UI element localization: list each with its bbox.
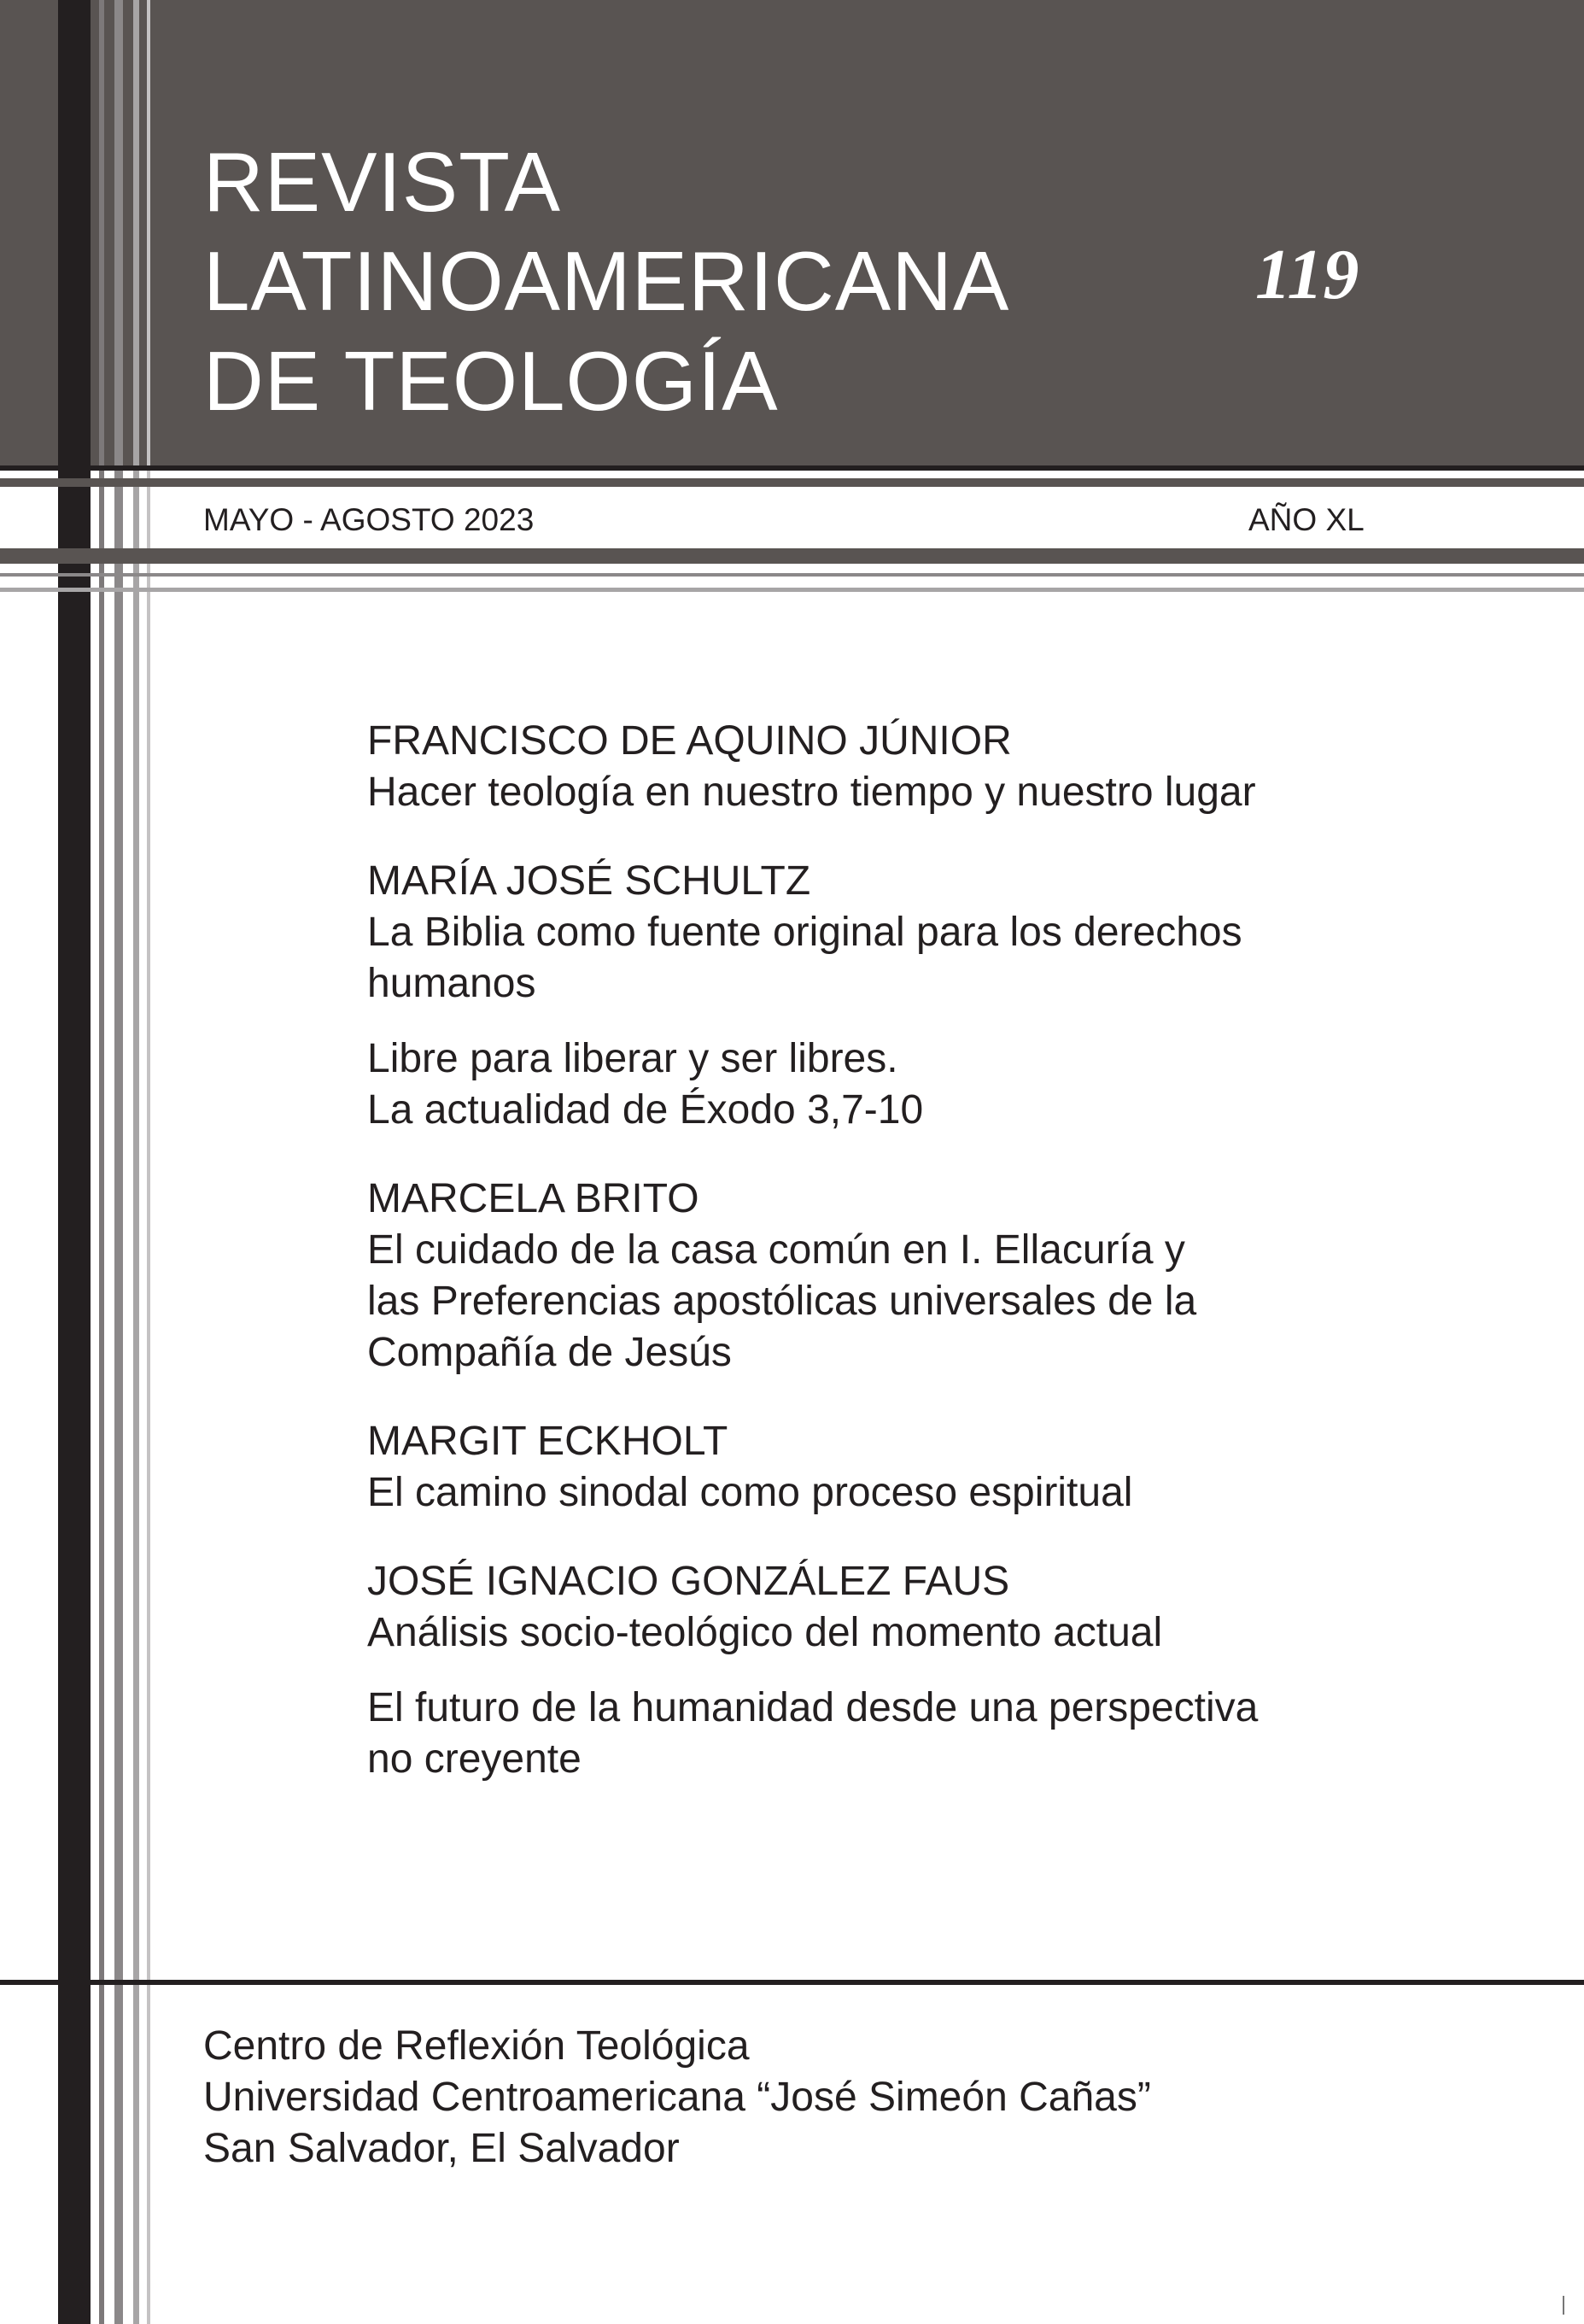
vertical-stripe bbox=[58, 0, 91, 2324]
footer-rule bbox=[0, 1980, 1584, 1985]
publisher-line: Centro de Reflexión Teológica bbox=[203, 2023, 750, 2069]
publisher-block bbox=[203, 2021, 1151, 2175]
toc-entry bbox=[367, 856, 1417, 1010]
meta-rule bbox=[0, 548, 1584, 564]
toc-article-title: humanos bbox=[367, 961, 536, 1006]
header-rule bbox=[0, 478, 1584, 487]
toc-article-title: La Biblia como fuente original para los derechos bbox=[367, 910, 1242, 955]
toc-entry bbox=[367, 1683, 1417, 1785]
crop-mark bbox=[1563, 2296, 1564, 2315]
publisher-line: San Salvador, El Salvador bbox=[203, 2126, 680, 2171]
meta-rule bbox=[0, 573, 1584, 577]
toc-article-title: Compañía de Jesús bbox=[367, 1330, 732, 1375]
toc-article-title: El camino sinodal como proceso espiritual bbox=[367, 1470, 1133, 1515]
issue-number: 119 bbox=[1255, 235, 1359, 314]
journal-title-line-3: DE TEOLOGÍA bbox=[203, 334, 779, 428]
toc-article-title: no creyente bbox=[367, 1736, 582, 1782]
publisher-line: Universidad Centroamericana “José Simeón Cañas” bbox=[203, 2075, 1151, 2120]
issue-year: AÑO XL bbox=[1248, 502, 1365, 537]
toc-article-title: Libre para liberar y ser libres. bbox=[367, 1036, 898, 1081]
header-rule bbox=[0, 465, 1584, 471]
toc-author: MARÍA JOSÉ SCHULTZ bbox=[367, 858, 811, 904]
toc-author: FRANCISCO DE AQUINO JÚNIOR bbox=[367, 718, 1012, 764]
toc-entry bbox=[367, 1556, 1417, 1659]
toc-entry bbox=[367, 1416, 1417, 1519]
toc-article-title: Análisis socio-teológico del momento actual bbox=[367, 1610, 1163, 1655]
vertical-stripe bbox=[114, 0, 123, 2324]
vertical-stripe bbox=[99, 0, 104, 2324]
toc-article-title: La actualidad de Éxodo 3,7-10 bbox=[367, 1087, 924, 1133]
toc-article-title: El cuidado de la casa común en I. Ellacuría y bbox=[367, 1227, 1185, 1273]
toc-article-title: El futuro de la humanidad desde una perspectiva bbox=[367, 1685, 1259, 1730]
meta-rule bbox=[0, 588, 1584, 592]
toc-author: MARCELA BRITO bbox=[367, 1176, 699, 1221]
toc-article-title: las Preferencias apostólicas universales de la bbox=[367, 1279, 1197, 1324]
toc-author: MARGIT ECKHOLT bbox=[367, 1419, 728, 1464]
issue-period: MAYO - AGOSTO 2023 bbox=[203, 502, 535, 537]
toc-entry bbox=[367, 716, 1417, 818]
toc-author: JOSÉ IGNACIO GONZÁLEZ FAUS bbox=[367, 1559, 1010, 1604]
toc-entry bbox=[367, 1033, 1417, 1136]
vertical-stripe bbox=[147, 0, 150, 2324]
toc-article-title: Hacer teología en nuestro tiempo y nuestro lugar bbox=[367, 770, 1256, 815]
journal-title-line-2: LATINOAMERICANA bbox=[203, 234, 1010, 328]
table-of-contents bbox=[367, 716, 1417, 1823]
toc-entry bbox=[367, 1174, 1417, 1379]
vertical-stripe bbox=[133, 0, 139, 2324]
journal-title-line-1: REVISTA bbox=[203, 135, 562, 229]
